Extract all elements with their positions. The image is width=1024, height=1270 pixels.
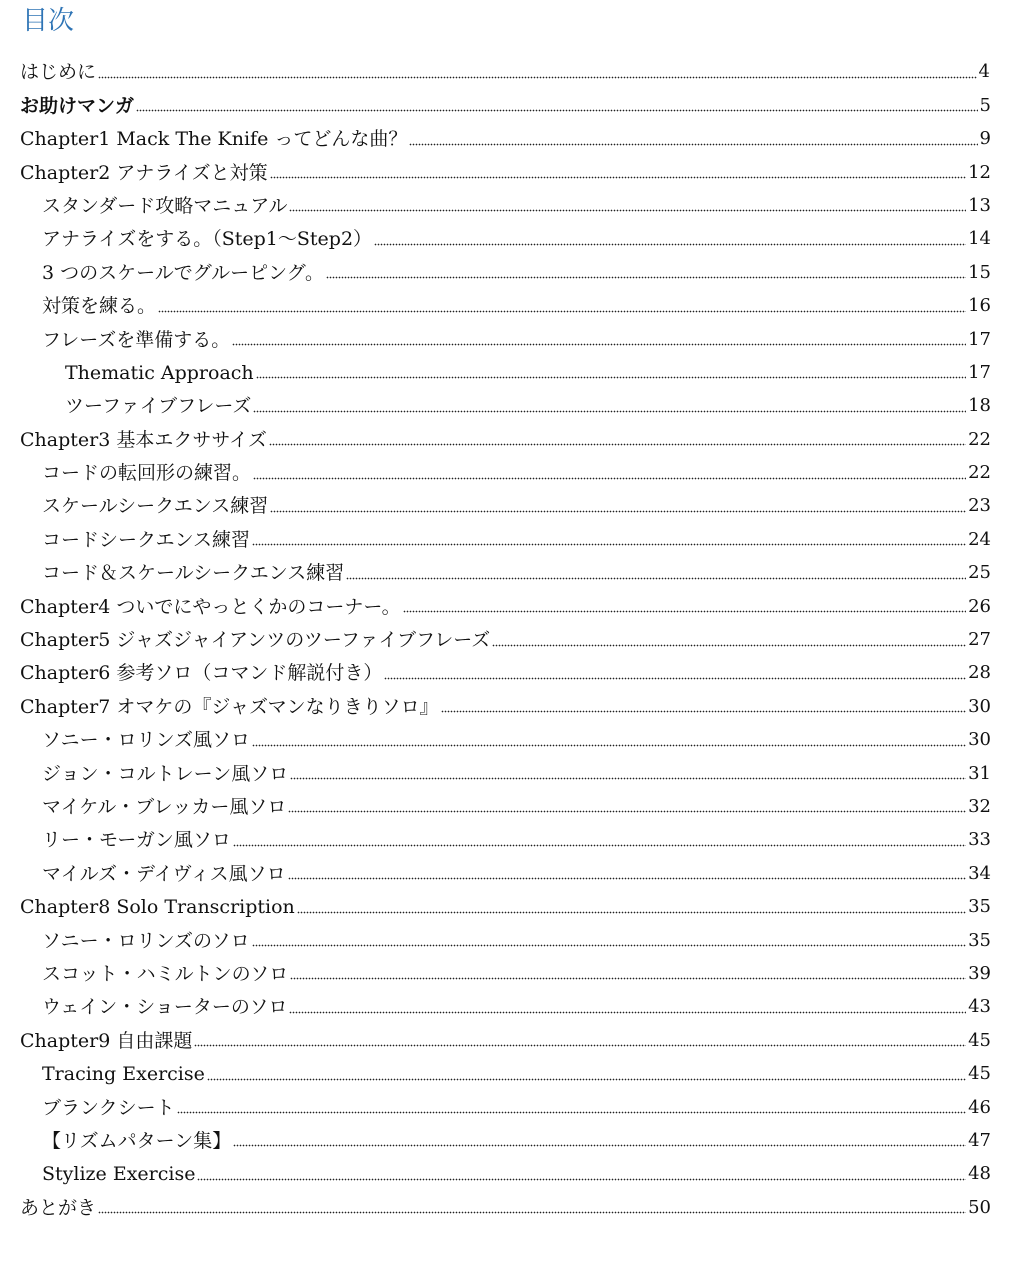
toc-entry-page-number: 46 [968,1096,991,1118]
toc-entry-label: コードの転回形の練習。 [42,462,252,485]
toc-entry-label: Chapter2 アナライズと対策 [20,161,268,184]
toc-entry-label: Chapter6 参考ソロ（コマンド解説付き） [20,662,383,685]
toc-entry[interactable] [0,1024,1024,1057]
toc-entry-page-number: 9 [979,128,991,150]
toc-entry-label: スタンダード攻略マニュアル [42,194,288,217]
toc-entry-label: ソニー・ロリンズのソロ [42,929,250,952]
toc-entry-page-number: 34 [968,862,991,884]
dot-leader [158,309,966,313]
toc-entry-label: はじめに [20,61,97,84]
toc-entry-label: ウェイン・ショーターのソロ [42,996,288,1019]
toc-entry-label: 対策を練る。 [42,295,157,318]
toc-entry-page-number: 28 [968,662,991,684]
dot-leader [441,710,966,714]
dot-leader [403,610,966,614]
toc-entry[interactable] [0,423,1024,456]
dot-leader [233,1144,966,1148]
dot-leader [270,509,966,513]
toc-entry-label: スケールシークエンス練習 [42,495,269,518]
toc-entry-page-number: 22 [968,428,991,450]
toc-entry-label: Chapter1 Mack The Knife ってどんな曲？ [20,128,408,151]
dot-leader [232,343,966,347]
toc-entry[interactable] [0,56,1024,89]
toc-entry[interactable] [0,724,1024,757]
toc-entry[interactable] [0,490,1024,523]
toc-entry[interactable] [0,523,1024,556]
toc-entry-page-number: 13 [968,194,991,216]
dot-leader [270,176,966,180]
toc-entry-label: ジョン・コルトレーン風ソロ [42,762,289,785]
dot-leader [288,877,967,881]
toc-entry-page-number: 12 [968,161,991,183]
dot-leader [177,1111,966,1115]
toc-entry[interactable] [0,357,1024,390]
toc-entry[interactable] [0,1191,1024,1224]
toc-list [0,56,1024,1225]
toc-entry-page-number: 32 [968,795,991,817]
toc-entry[interactable] [0,924,1024,957]
toc-entry-label: あとがき [20,1196,97,1219]
toc-entry[interactable] [0,190,1024,223]
toc-entry[interactable] [0,624,1024,657]
toc-entry-page-number: 35 [968,929,991,951]
dot-leader [253,476,966,480]
toc-entry-page-number: 45 [968,1029,991,1051]
dot-leader [98,75,977,79]
toc-entry[interactable] [0,824,1024,857]
toc-entry[interactable] [0,323,1024,356]
toc-entry-label: Chapter5 ジャズジャイアンツのツーファイブフレーズ [20,629,491,652]
toc-entry[interactable] [0,791,1024,824]
toc-entry-page-number: 4 [978,61,990,83]
toc-entry[interactable] [0,223,1024,256]
dot-leader [207,1077,966,1081]
toc-entry-label: マイルズ・デイヴィス風ソロ [42,862,286,885]
toc-entry-label: Thematic Approach [65,361,254,384]
toc-entry[interactable] [0,657,1024,690]
toc-entry-page-number: 18 [968,395,991,417]
dot-leader [297,910,966,914]
toc-entry-label: ソニー・ロリンズ風ソロ [42,729,251,752]
toc-entry-page-number: 23 [968,495,991,517]
toc-entry[interactable] [0,1125,1024,1158]
toc-entry-label: リー・モーガン風ソロ [42,829,231,852]
toc-entry-page-number: 5 [979,94,991,116]
toc-entry[interactable] [0,757,1024,790]
toc-entry-label: Chapter4 ついでにやっとくかのコーナー。 [20,595,401,618]
toc-entry-page-number: 17 [968,361,991,383]
toc-entry-label: フレーズを準備する。 [42,328,231,351]
dot-leader [409,142,977,146]
dot-leader [288,810,966,814]
toc-entry[interactable] [0,256,1024,289]
dot-leader [253,409,966,413]
toc-entry-label: アナライズをする。（Step1～Step2） [42,228,373,251]
toc-entry[interactable] [0,1091,1024,1124]
toc-entry-label: マイケル・ブレッカー風ソロ [42,795,287,818]
toc-entry-label: Chapter9 自由課題 [20,1029,193,1052]
toc-entry[interactable] [0,123,1024,156]
dot-leader [492,643,966,647]
dot-leader [289,209,966,213]
toc-entry-page-number: 35 [968,896,991,918]
toc-entry-page-number: 43 [968,996,991,1018]
toc-entry[interactable] [0,390,1024,423]
toc-entry-label: 【リズムパターン集】 [42,1129,232,1152]
toc-entry-page-number: 26 [968,595,991,617]
toc-entry[interactable] [0,1158,1024,1191]
dot-leader [98,1211,966,1215]
toc-title: 目次 [22,6,75,36]
toc-entry[interactable] [0,557,1024,590]
toc-entry-page-number: 39 [968,962,991,984]
toc-entry-label: コードシークエンス練習 [42,528,251,551]
toc-entry[interactable] [0,857,1024,890]
toc-entry-label: ブランクシート [42,1096,175,1119]
dot-leader [289,1010,966,1014]
dot-leader [346,576,966,580]
dot-leader [197,1177,966,1181]
toc-entry[interactable] [0,457,1024,490]
dot-leader [233,843,966,847]
toc-entry-page-number: 45 [968,1063,991,1085]
dot-leader [290,777,966,781]
toc-entry-page-number: 47 [968,1129,991,1151]
dot-leader [256,376,966,380]
toc-entry-label: Chapter8 Solo Transcription [20,896,295,919]
toc-entry-label: 3 つのスケールでグルーピング。 [42,261,325,284]
toc-entry-label: Chapter3 基本エクササイズ [20,428,267,451]
dot-leader [269,443,966,447]
toc-entry-page-number: 30 [968,695,991,717]
toc-entry-page-number: 50 [968,1196,991,1218]
toc-entry[interactable] [0,958,1024,991]
toc-entry[interactable] [0,290,1024,323]
toc-entry-page-number: 24 [968,528,991,550]
toc-entry-page-number: 30 [968,729,991,751]
toc-entry-label: Stylize Exercise [42,1163,196,1186]
toc-entry-page-number: 17 [968,328,991,350]
toc-entry[interactable] [0,991,1024,1024]
toc-entry-label: お助けマンガ [20,94,135,117]
toc-entry-page-number: 25 [968,562,991,584]
dot-leader [252,944,966,948]
dot-leader [326,276,966,280]
dot-leader [252,743,966,747]
toc-entry-page-number: 14 [968,228,991,250]
toc-entry-page-number: 15 [968,261,991,283]
toc-entry-page-number: 33 [968,829,991,851]
toc-entry[interactable] [0,156,1024,189]
toc-entry-label: コード＆スケールシークエンス練習 [42,562,345,585]
toc-entry-page-number: 16 [968,295,991,317]
toc-entry-page-number: 22 [968,462,991,484]
toc-entry-page-number: 31 [968,762,991,784]
toc-entry-page-number: 27 [968,629,991,651]
dot-leader [384,676,966,680]
toc-entry[interactable] [0,1058,1024,1091]
toc-entry-label: ツーファイブフレーズ [65,395,252,418]
toc-entry[interactable] [0,590,1024,623]
toc-entry-label: Chapter7 オマケの『ジャズマンなりきりソロ』 [20,695,439,718]
toc-entry-label: Tracing Exercise [42,1063,205,1086]
dot-leader [374,242,966,246]
toc-entry-page-number: 48 [968,1163,991,1185]
dot-leader [194,1044,966,1048]
dot-leader [136,109,978,113]
dot-leader [290,977,966,981]
toc-entry-label: スコット・ハミルトンのソロ [42,962,289,985]
toc-entry[interactable] [0,690,1024,723]
toc-entry[interactable] [0,891,1024,924]
dot-leader [252,543,966,547]
toc-entry[interactable] [0,89,1024,122]
